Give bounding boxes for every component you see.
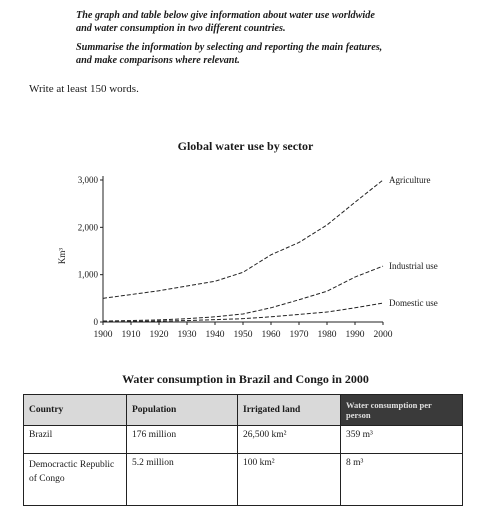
- industrial-line: [103, 266, 383, 321]
- task-prompt: [76, 9, 466, 73]
- cell-population: 176 million: [127, 426, 238, 454]
- x-tick-label: 1990: [345, 330, 365, 340]
- cell-irrigated-land: 26,500 km²: [238, 426, 341, 454]
- y-tick-label: 2,000: [77, 222, 98, 233]
- x-tick-label: 1980: [317, 330, 337, 340]
- x-tick-label: 1960: [261, 330, 281, 340]
- x-tick-label: 1970: [289, 330, 309, 340]
- cell-irrigated-land: 100 km²: [238, 454, 341, 506]
- prompt-line-3: Summarise the information by selecting and reporting the main features,: [76, 42, 383, 53]
- cell-country: Brazil: [24, 426, 127, 454]
- prompt-line-2: and water consumption in two different countries.: [76, 23, 286, 34]
- table-header-row: [24, 395, 463, 426]
- y-tick-label: 1,000: [77, 269, 98, 280]
- table-title: Water consumption in Brazil and Congo in 2000: [122, 372, 369, 386]
- table-row: [24, 454, 463, 506]
- agriculture-line: [103, 180, 383, 298]
- domestic-line: [103, 303, 383, 322]
- x-tick-label: 1940: [205, 330, 225, 340]
- line-chart: [0, 150, 491, 350]
- series-label: Industrial use: [389, 261, 438, 272]
- cell-population: 5.2 million: [127, 454, 238, 506]
- x-tick-label: 1910: [121, 330, 141, 340]
- prompt-line-4: and make comparisons where relevant.: [76, 55, 240, 66]
- header-irrigated-land: Irrigated land: [238, 395, 341, 426]
- word-count-instruction: Write at least 150 words.: [29, 83, 139, 95]
- water-consumption-table: [23, 394, 463, 506]
- header-water-consumption: Water consumption per person: [341, 395, 463, 426]
- series-label: Agriculture: [389, 175, 431, 185]
- header-population: Population: [127, 395, 238, 426]
- table-row: [24, 426, 463, 454]
- x-tick-label: 1920: [149, 330, 169, 340]
- x-tick-label: 1950: [233, 330, 253, 340]
- cell-country: Democractic Republic of Congo: [24, 454, 127, 506]
- y-axis-label: Km³: [57, 247, 67, 265]
- series-label: Domestic use: [389, 298, 438, 309]
- x-tick-label: 2000: [373, 330, 393, 340]
- chart-title: Global water use by sector: [177, 139, 314, 153]
- cell-water-consumption: 8 m³: [341, 454, 463, 506]
- prompt-line-1: The graph and table below give information about water use worldwide: [76, 10, 375, 21]
- cell-water-consumption: 359 m³: [341, 426, 463, 454]
- x-tick-label: 1900: [93, 330, 113, 340]
- y-tick-label: 3,000: [77, 175, 98, 185]
- x-tick-label: 1930: [177, 330, 197, 340]
- header-country: Country: [24, 395, 127, 426]
- y-tick-label: 0: [93, 317, 98, 327]
